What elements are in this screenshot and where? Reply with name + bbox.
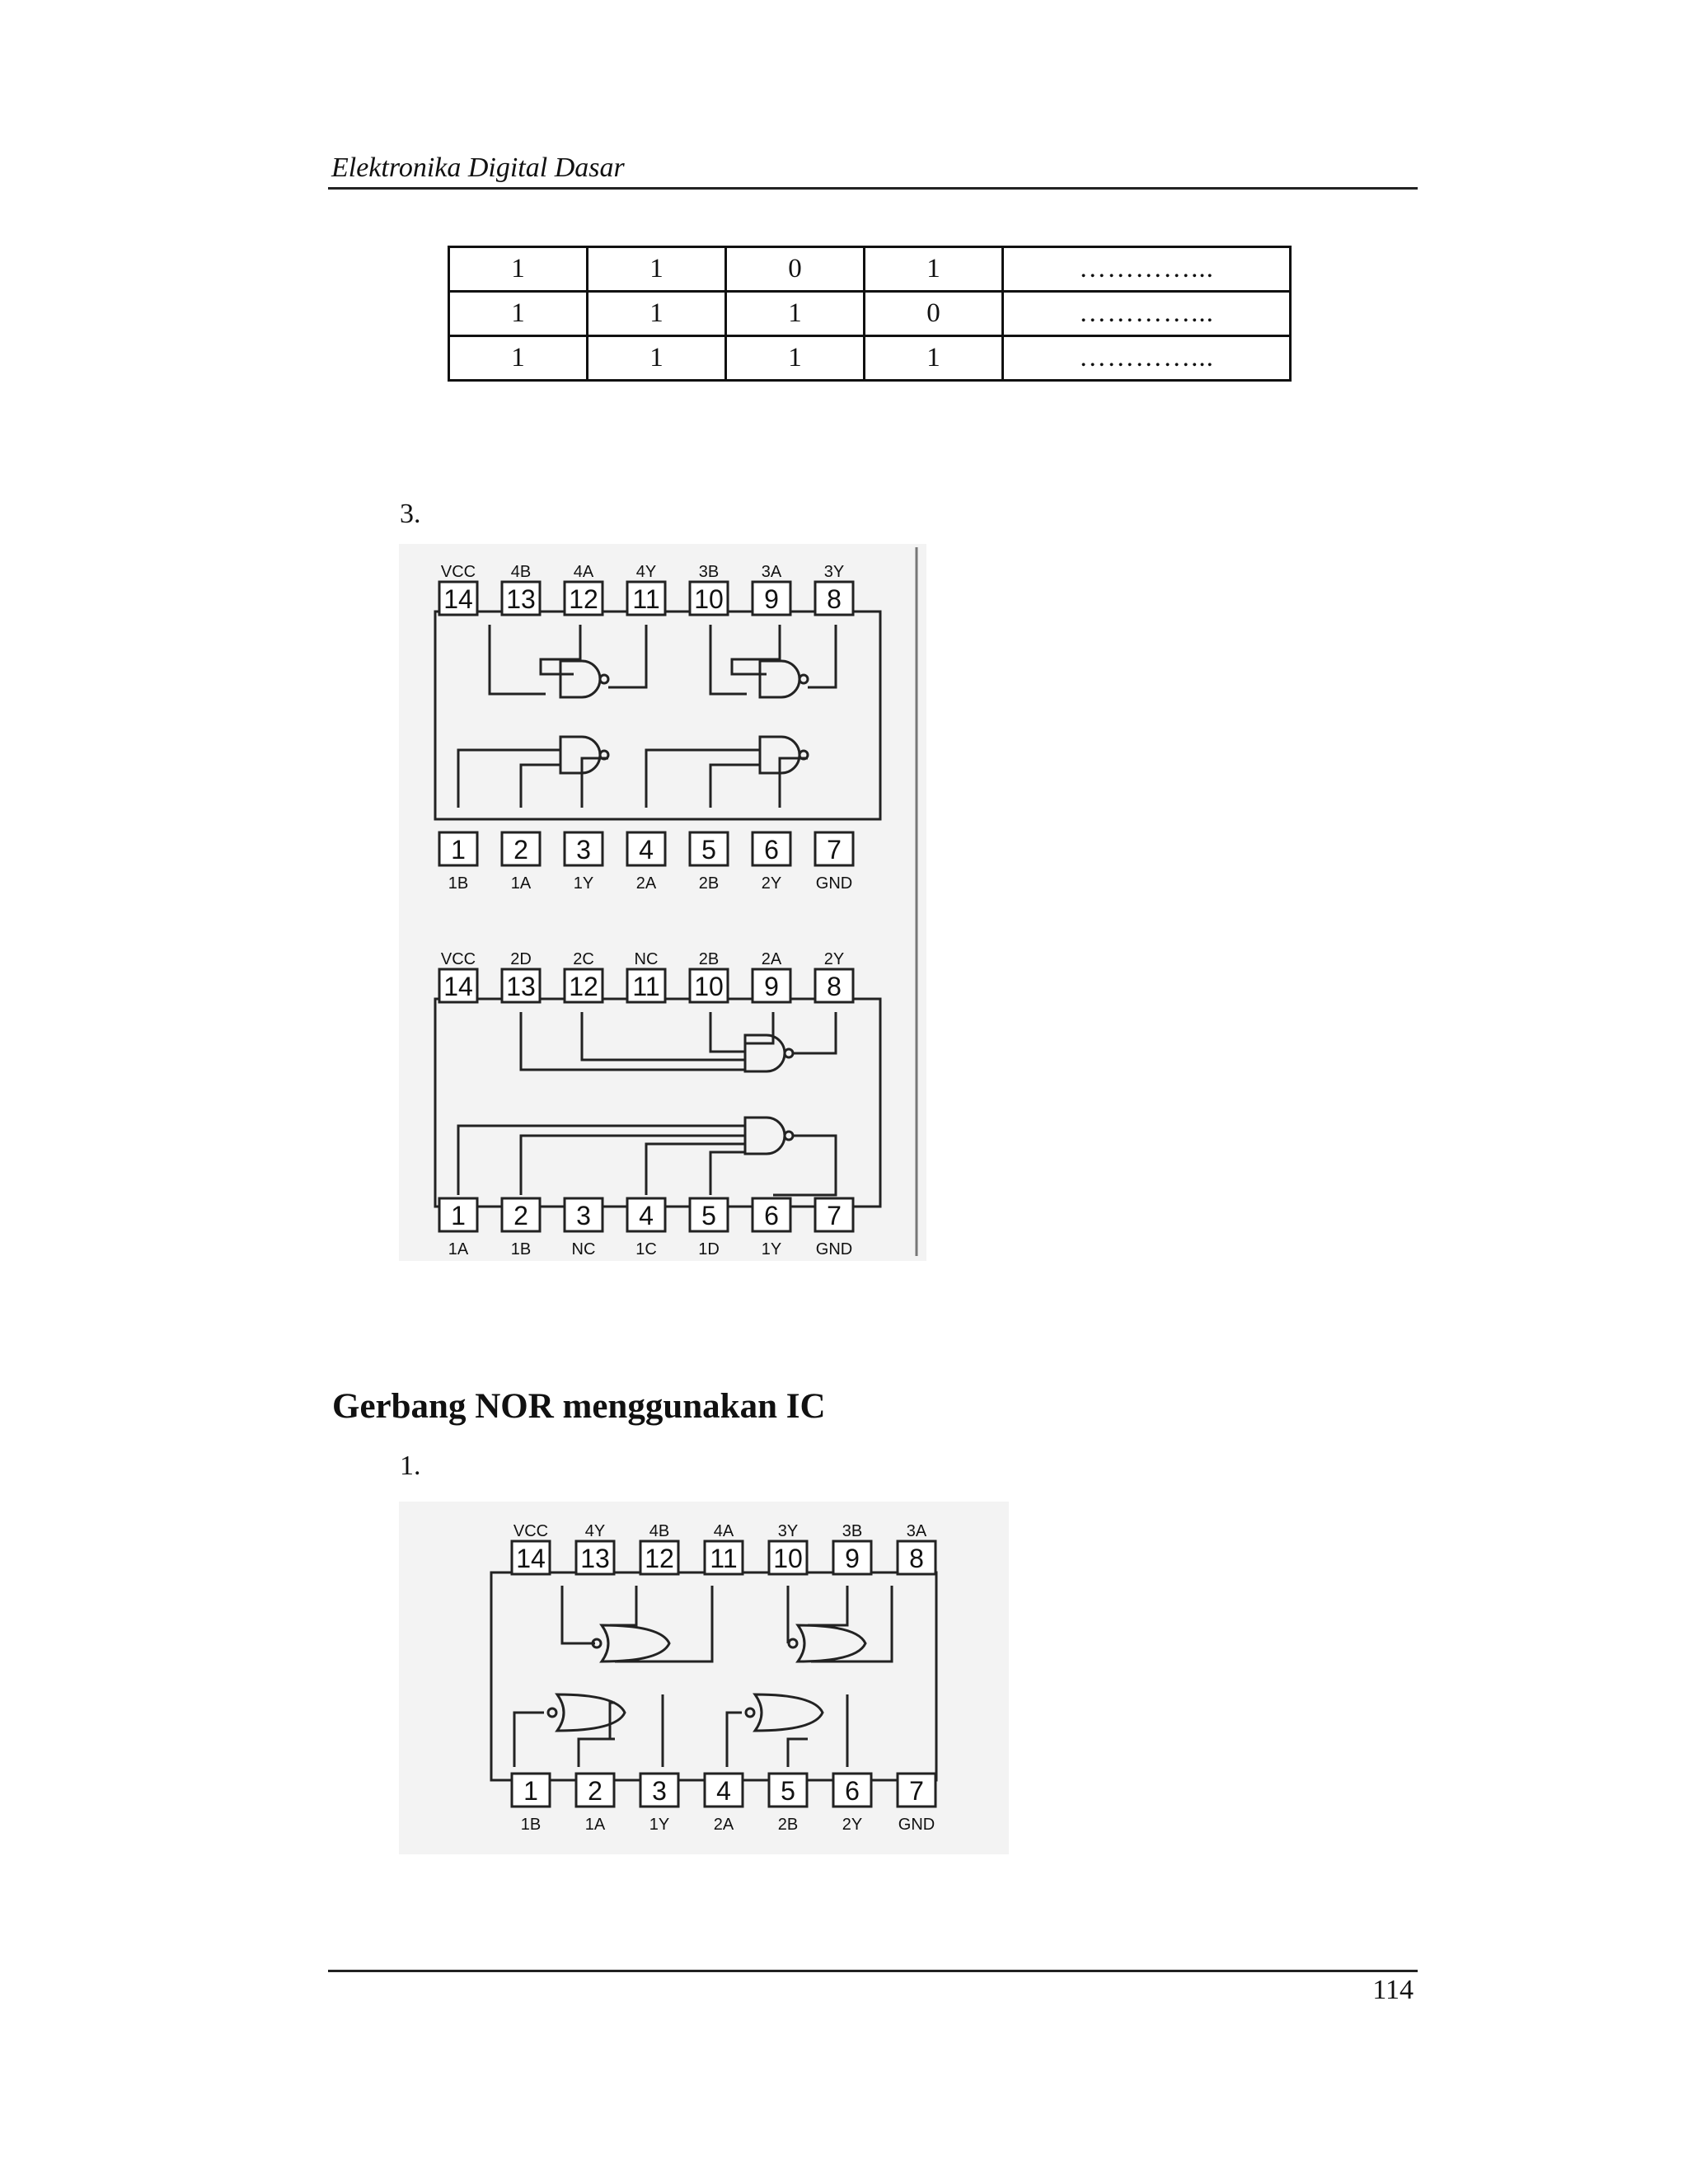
bottom-pin-label: 2A	[713, 1816, 734, 1834]
top-pin-label: 3Y	[823, 563, 845, 581]
bottom-pin-label: 1A	[448, 1240, 469, 1258]
top-pin-number: 10	[694, 972, 724, 1001]
top-pin-label: 3A	[906, 1522, 927, 1540]
bottom-pin-label: 1B	[520, 1816, 542, 1834]
top-pin-number: 9	[845, 1544, 860, 1573]
table-row	[449, 292, 1291, 336]
bottom-pin-number: 7	[827, 1201, 842, 1230]
bottom-pin-number: 6	[764, 835, 779, 865]
top-pin-number: 9	[764, 972, 779, 1001]
table-cell: 1	[588, 247, 726, 292]
top-pin-number: 10	[773, 1544, 803, 1573]
top-pin-label: 4A	[713, 1522, 734, 1540]
top-pin-number: 8	[827, 972, 842, 1001]
truth-table	[448, 246, 1292, 382]
bottom-pin-number: 2	[513, 1201, 528, 1230]
top-pin-label: 4Y	[584, 1522, 606, 1540]
top-pin-number: 8	[909, 1544, 924, 1573]
table-cell: 1	[588, 292, 726, 336]
running-header	[328, 151, 1418, 190]
table-cell: 1	[449, 336, 588, 381]
bottom-pin-number: 5	[781, 1776, 795, 1806]
table-cell: 1	[726, 292, 865, 336]
bottom-pin-label: GND	[898, 1816, 935, 1834]
ic-quad-nor-diagram	[399, 1502, 1009, 1854]
bottom-pin-label: NC	[571, 1240, 596, 1258]
top-pin-label: 4B	[649, 1522, 670, 1540]
bottom-pin-number: 3	[652, 1776, 667, 1806]
bottom-pin-number: 5	[701, 1201, 716, 1230]
top-pin-label: NC	[634, 950, 659, 968]
bottom-pin-number: 5	[701, 835, 716, 865]
bottom-pin-label: 1Y	[761, 1240, 782, 1258]
bottom-pin-label: 2Y	[842, 1816, 863, 1834]
top-pin-label: 3B	[842, 1522, 863, 1540]
table-cell: …………...	[1003, 247, 1291, 292]
bottom-pin-label: 1D	[698, 1240, 720, 1258]
footer-rule	[328, 1970, 1418, 1972]
bottom-pin-label: GND	[815, 1240, 853, 1258]
bottom-pin-number: 6	[764, 1201, 779, 1230]
table-cell: 0	[865, 292, 1003, 336]
table-row	[449, 336, 1291, 381]
top-pin-label: 2C	[573, 950, 594, 968]
page-number: 114	[1372, 1975, 1414, 2005]
bottom-pin-number: 2	[513, 835, 528, 865]
top-pin-number: 14	[516, 1544, 546, 1573]
table-cell: 1	[726, 336, 865, 381]
top-pin-number: 11	[710, 1544, 738, 1573]
top-pin-number: 10	[694, 584, 724, 614]
top-pin-label: 2D	[510, 950, 532, 968]
ic-dual-nand-svg	[399, 931, 926, 1261]
table-cell: …………...	[1003, 336, 1291, 381]
top-pin-label: 2B	[698, 950, 720, 968]
bottom-pin-number: 3	[576, 1201, 591, 1230]
top-pin-number: 12	[569, 972, 598, 1001]
table-cell: 1	[865, 336, 1003, 381]
bottom-pin-number: 7	[909, 1776, 924, 1806]
bottom-pin-label: 1C	[635, 1240, 657, 1258]
top-pin-label: 4Y	[635, 563, 657, 581]
table-cell: 1	[588, 336, 726, 381]
section-title: Gerbang NOR menggunakan IC	[332, 1387, 826, 1426]
bottom-pin-label: 2Y	[761, 874, 782, 893]
bottom-pin-label: 1B	[448, 874, 469, 893]
top-pin-number: 14	[443, 972, 473, 1001]
bottom-pin-label: 2A	[635, 874, 657, 893]
table-cell: 0	[726, 247, 865, 292]
top-pin-number: 12	[645, 1544, 674, 1573]
top-pin-number: 13	[506, 972, 536, 1001]
top-pin-label: VCC	[440, 950, 476, 968]
item-number-1: 1.	[400, 1451, 421, 1481]
ic-dual-nand-diagram	[399, 931, 926, 1261]
top-pin-number: 14	[443, 584, 473, 614]
bottom-pin-number: 2	[588, 1776, 603, 1806]
item-number-3: 3.	[400, 499, 421, 529]
table-cell: 1	[865, 247, 1003, 292]
bottom-pin-label: 1A	[584, 1816, 606, 1834]
bottom-pin-number: 4	[716, 1776, 731, 1806]
ic-quad-nor-svg	[399, 1502, 1009, 1854]
bottom-pin-label: 1Y	[649, 1816, 670, 1834]
top-pin-number: 12	[569, 584, 598, 614]
bottom-pin-label: GND	[815, 874, 853, 893]
table-cell: …………...	[1003, 292, 1291, 336]
top-pin-number: 11	[632, 584, 660, 614]
top-pin-number: 13	[506, 584, 536, 614]
top-pin-label: 2Y	[823, 950, 845, 968]
bottom-pin-number: 4	[639, 1201, 654, 1230]
bottom-pin-number: 4	[639, 835, 654, 865]
bottom-pin-label: 1B	[510, 1240, 532, 1258]
table-row	[449, 247, 1291, 292]
table-cell: 1	[449, 292, 588, 336]
bottom-pin-number: 3	[576, 835, 591, 865]
bottom-pin-number: 1	[451, 1201, 466, 1230]
top-pin-label: VCC	[513, 1522, 549, 1540]
top-pin-label: VCC	[440, 563, 476, 581]
top-pin-label: 3A	[761, 563, 782, 581]
top-pin-label: 4A	[573, 563, 594, 581]
bottom-pin-label: 1Y	[573, 874, 594, 893]
bottom-pin-number: 6	[845, 1776, 860, 1806]
top-pin-label: 3Y	[777, 1522, 799, 1540]
bottom-pin-number: 7	[827, 835, 842, 865]
top-pin-number: 13	[580, 1544, 610, 1573]
top-pin-label: 4B	[510, 563, 532, 581]
bottom-pin-number: 1	[523, 1776, 538, 1806]
table-cell: 1	[449, 247, 588, 292]
bottom-pin-label: 2B	[777, 1816, 799, 1834]
top-pin-number: 8	[827, 584, 842, 614]
top-pin-number: 11	[632, 972, 660, 1001]
running-title: Elektronika Digital Dasar	[331, 152, 625, 183]
bottom-pin-number: 1	[451, 835, 466, 865]
top-pin-label: 2A	[761, 950, 782, 968]
top-pin-label: 3B	[698, 563, 720, 581]
bottom-pin-label: 2B	[698, 874, 720, 893]
top-pin-number: 9	[764, 584, 779, 614]
bottom-pin-label: 1A	[510, 874, 532, 893]
